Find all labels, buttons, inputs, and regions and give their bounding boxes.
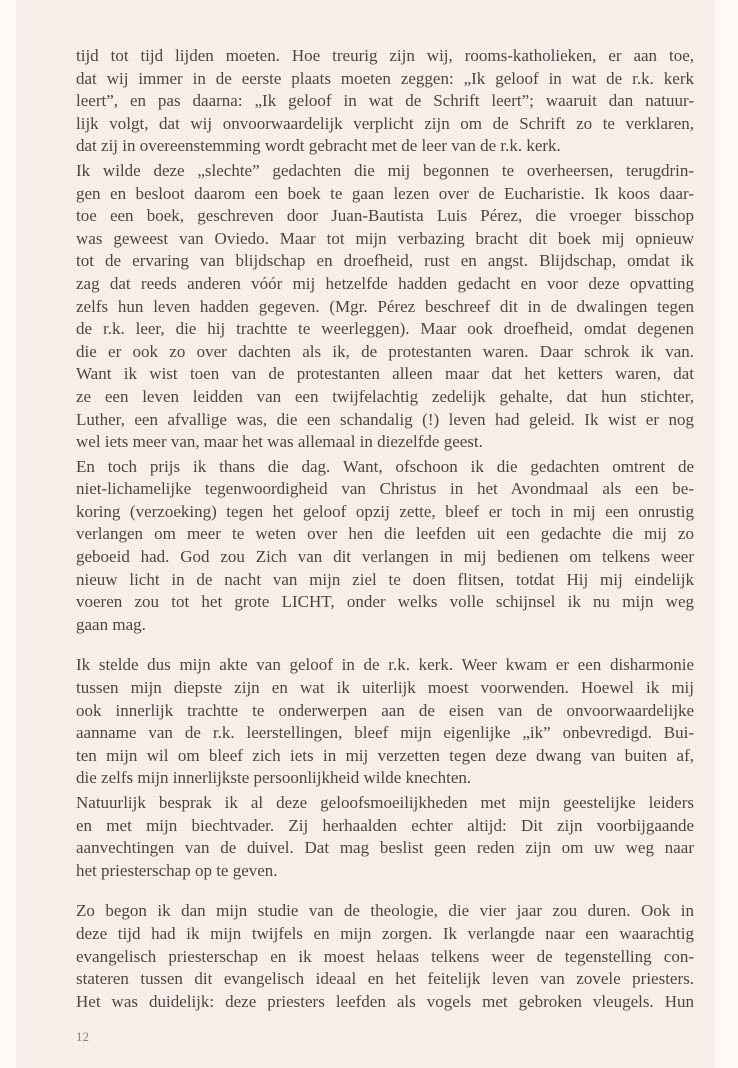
- text-line: leert”, en pas daarna: „Ik geloof in wat de Schrift leert”; waaruit dan natuur-: [76, 91, 694, 111]
- text-line: En toch prijs ik thans die dag. Want, ofschoon ik die gedachten omtrent de: [76, 456, 694, 476]
- text-line: was geweest van Oviedo. Maar tot mijn verbazing bracht dit boek mij opnieuw: [76, 228, 694, 248]
- text-line: nieuw licht in de nacht van mijn ziel te doen flitsen, totdat Hij mij eindelijk: [76, 569, 694, 589]
- text-line: dat zij in overeenstemming wordt gebracht met de leer van de r.k. kerk.: [76, 136, 561, 156]
- text-line: Luther, een afvallige was, die een schandalig (!) leven had geleid. Ik wist er nog: [76, 409, 694, 429]
- text-line: geboeid had. God zou Zich van dit verlangen in mij bedienen om telkens weer: [76, 547, 694, 567]
- paragraph: [76, 456, 694, 637]
- page-number: 12: [76, 1029, 89, 1044]
- text-line: Ik wilde deze „slechte” gedachten die mij begonnen te overheersen, terugdrin-: [76, 160, 694, 180]
- text-line: Natuurlijk besprak ik al deze geloofsmoeilijkheden met mijn geestelijke leiders: [76, 793, 694, 812]
- text-line: stateren tussen dit evangelisch ideaal en het feitelijk leven van zovele priesters.: [76, 969, 694, 989]
- text-line: deze tijd had ik mijn twijfels en mijn zorgen. Ik verlangde naar een waarachtig: [76, 923, 694, 943]
- text-line: evangelisch priesterschap en ik moest helaas telkens weer de tegenstelling con-: [76, 946, 694, 966]
- text-line: Want ik wist toen van de protestanten alleen maar dat het ketters waren, dat: [76, 364, 694, 384]
- text-line: dat wij immer in de eerste plaats moeten zeggen: „Ik geloof in wat de r.k. kerk: [76, 68, 694, 88]
- book-page: [16, 0, 715, 1068]
- text-line: ook innerlijk trachtte te onderwerpen aan de eisen van de onvoorwaardelijke: [76, 700, 694, 720]
- paragraph: [76, 792, 694, 882]
- text-line: Het was duidelijk: deze priesters leefden als vogels met gebroken vleugels. Hun: [76, 991, 694, 1011]
- text-line: aanname van de r.k. leerstellingen, bleef mijn eigenlijke „ik” onbevredigd. Bui-: [76, 723, 694, 743]
- text-line: lijk volgt, dat wij onvoorwaardelijk verplicht zijn om de Schrift zo te verklaren,: [76, 113, 694, 133]
- text-line: voeren zou tot het grote LICHT, onder welks volle schijnsel ik nu mijn weg: [76, 592, 694, 612]
- text-line: zag dat reeds anderen vóór mij hetzelfde hadden gedacht en voor deze opvatting: [76, 273, 694, 293]
- text-line: aanvechtingen van de duivel. Dat mag beslist geen reden zijn om uw weg naar: [76, 838, 694, 858]
- paragraph: [76, 160, 694, 454]
- text-line: die er ook zo over dachten als ik, de protestanten waren. Daar schrok ik van.: [76, 341, 694, 361]
- paragraph: [76, 45, 694, 158]
- text-line: ten mijn wil om bleef zich iets in mij verzetten tegen deze dwang van buiten af,: [76, 745, 694, 765]
- text-line: gaan mag.: [76, 614, 146, 634]
- text-line: tussen mijn diepste zijn en wat ik uiterlijk moest voorwenden. Hoewel ik mij: [76, 678, 694, 698]
- text-line: niet-lichamelijke tegenwoordigheid van Christus in het Avondmaal als een be-: [76, 479, 694, 499]
- text-line: zelfs hun leven hadden gegeven. (Mgr. Pérez beschreef dit in de dwalingen tegen: [76, 296, 694, 316]
- text-line: tijd tot tijd lijden moeten. Hoe treurig zijn wij, rooms-katholieken, er aan toe,: [76, 46, 694, 65]
- text-line: Ik stelde dus mijn akte van geloof in de r.k. kerk. Weer kwam er een disharmonie: [76, 655, 694, 675]
- text-line: die zelfs mijn innerlijkste persoonlijkheid wilde knechten.: [76, 768, 472, 788]
- text-line: koring (verzoeking) tegen het geloof opzij zette, bleef er toch in mij een onrustig: [76, 501, 694, 521]
- text-line: ze een leven leidden van een twijfelachtig zedelijk gehalte, dat hun stichter,: [76, 386, 694, 406]
- text-line: verlangen om meer te weten over hen die leefden uit een gedachte die mij zo: [76, 524, 694, 544]
- text-line: het priesterschap op te geven.: [76, 860, 278, 880]
- text-line: gen en besloot daarom een boek te gaan lezen over de Eucharistie. Ik koos daar-: [76, 183, 694, 203]
- text-line: de r.k. leer, die hij trachtte te weerleggen). Maar ook droefheid, omdat degenen: [76, 319, 694, 339]
- paragraph: [76, 900, 694, 1013]
- text-line: Zo begon ik dan mijn studie van de theologie, die vier jaar zou duren. Ook in: [76, 901, 694, 921]
- text-line: toe een boek, geschreven door Juan-Bautista Luis Pérez, die vroeger bisschop: [76, 206, 694, 226]
- text-line: tot de ervaring van blijdschap en droefheid, rust en angst. Blijdschap, omdat ik: [76, 251, 694, 271]
- text-line: en met mijn biechtvader. Zij herhaalden echter altijd: Dit zijn voorbijgaande: [76, 815, 694, 835]
- paragraph: [76, 654, 694, 790]
- text-line: wel iets meer van, maar het was allemaal in diezelfde geest.: [76, 432, 483, 452]
- body-text: [76, 45, 694, 1015]
